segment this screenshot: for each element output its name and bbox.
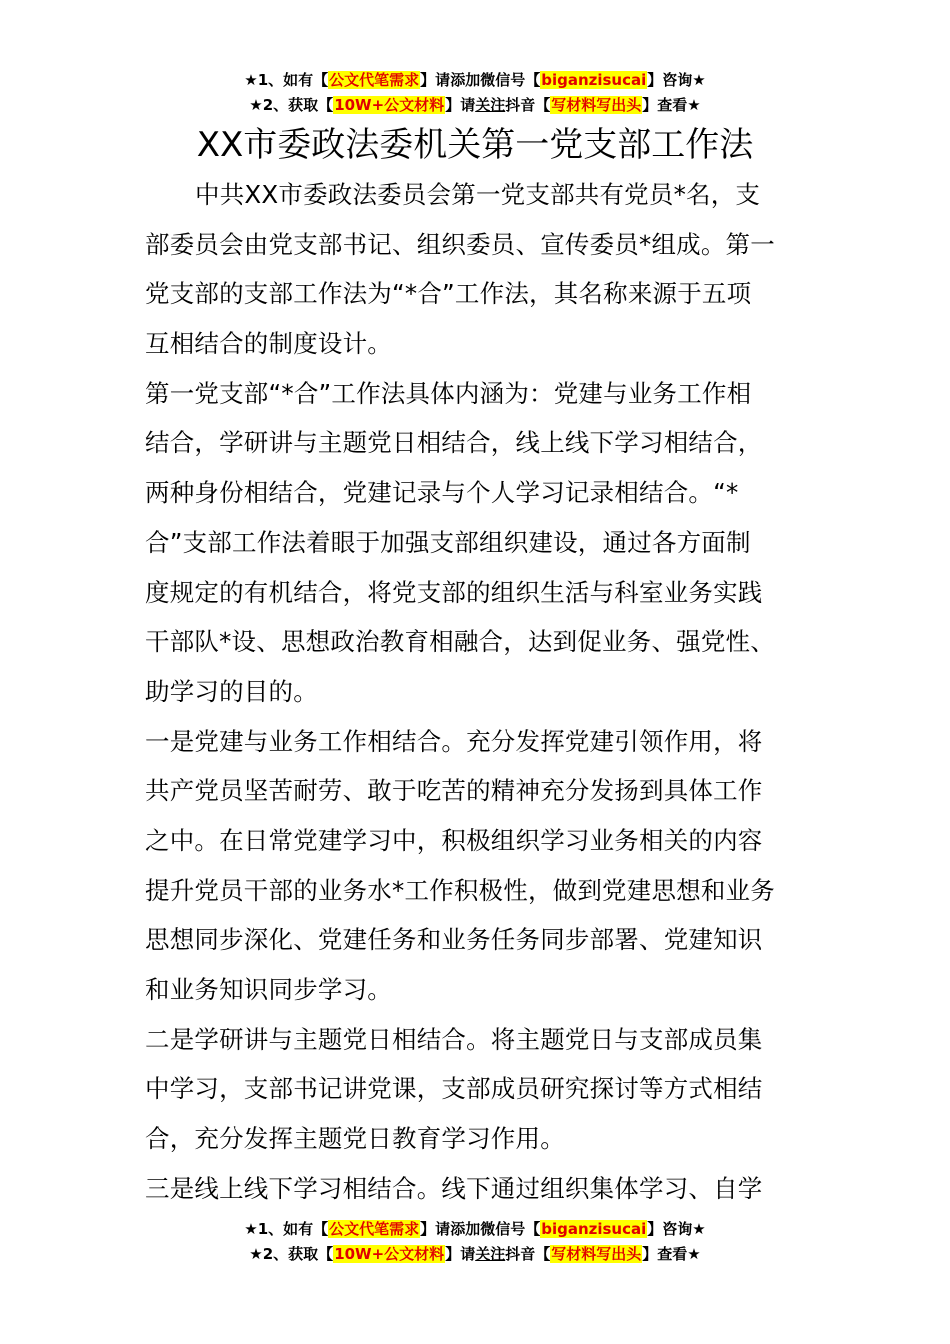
banner-line-2-mid1: 】请	[445, 1245, 476, 1263]
banner-highlight-wechat-id: biganzisucai	[541, 71, 647, 89]
paragraph-line: 结合，学研讲与主题党日相结合，线上线下学习相结合，	[145, 428, 763, 458]
banner-line-2	[0, 1242, 950, 1267]
banner-line-2-mid2: 抖音【	[505, 1245, 551, 1263]
banner-line-2-prefix: ★2、获取【	[249, 1245, 334, 1263]
paragraph-line: 和业务知识同步学习。	[145, 975, 392, 1004]
paragraph-line: 共产党员坚苦耐劳、敢于吃苦的精神充分发扬到具体工作	[145, 776, 763, 806]
paragraph-line: 一是党建与业务工作相结合。充分发挥党建引领作用，将	[145, 726, 763, 756]
banner-highlight-ghostwriting: 公文代笔需求	[329, 1220, 420, 1238]
banner-line-1-mid2: 微信号【	[480, 1220, 541, 1238]
banner-line-1-suffix: 】咨询★	[647, 1220, 706, 1238]
banner-line-1-mid2: 微信号【	[480, 71, 541, 89]
document-body	[145, 170, 810, 1213]
banner-highlight-materials: 10W+公文材料	[334, 1245, 445, 1263]
banner-highlight-ghostwriting: 公文代笔需求	[329, 71, 420, 89]
paragraph-line: 提升党员干部的业务水*工作积极性，做到党建思想和业务	[145, 875, 775, 905]
banner-line-2-mid2: 抖音【	[505, 96, 551, 114]
paragraph-line: 合，充分发挥主题党日教育学习作用。	[145, 1124, 565, 1154]
paragraph-line: 度规定的有机结合，将党支部的组织生活与科室业务实践	[145, 577, 763, 607]
paragraph-line: 二是学研讲与主题党日相结合。将主题党日与支部成员集	[145, 1024, 763, 1054]
paragraph-line: 思想同步深化、党建任务和业务任务同步部署、党建知识	[145, 925, 763, 955]
paragraph-line: 第一党支部“*合”工作法具体内涵为：党建与业务工作相	[145, 378, 752, 408]
banner-highlight-wechat-id: biganzisucai	[541, 1220, 647, 1238]
banner-line-2	[0, 93, 950, 118]
banner-line-2-underline-word: 关注	[475, 1245, 506, 1263]
paragraph-line: 干部队*设、思想政治教育相融合，达到促业务、强党性、	[145, 627, 775, 657]
banner-line-1-mid1: 】请	[420, 71, 451, 89]
paragraph-line: 三是线上线下学习相结合。线下通过组织集体学习、自学	[145, 1173, 763, 1203]
paragraph-line: 党支部的支部工作法为“*合”工作法，其名称来源于五项	[145, 279, 752, 309]
document-title: XX市委政法委机关第一党支部工作法	[196, 125, 754, 165]
banner-highlight-douyin-account: 写材料写出头	[551, 1245, 642, 1263]
banner-line-1-prefix: ★1、如有【	[244, 71, 329, 89]
paragraph-line: 中共XX市委政法委员会第一党支部共有党员*名，支	[195, 180, 761, 209]
banner-highlight-douyin-account: 写材料写出头	[551, 96, 642, 114]
paragraph-line: 两种身份相结合，党建记录与个人学习记录相结合。“*	[145, 478, 739, 508]
paragraph-line: 互相结合的制度设计。	[145, 329, 392, 359]
banner-line-1	[0, 68, 950, 93]
banner-highlight-materials: 10W+公文材料	[334, 96, 445, 114]
banner-line-2-suffix: 】查看★	[642, 96, 701, 114]
top-banner	[0, 68, 950, 118]
paragraph-line: 合”支部工作法着眼于加强支部组织建设，通过各方面制	[145, 527, 751, 557]
banner-line-2-underline-word: 关注	[475, 96, 506, 114]
banner-line-2-mid1: 】请	[445, 96, 476, 114]
paragraph-line: 助学习的目的。	[145, 676, 318, 706]
paragraph-line: 之中。在日常党建学习中，积极组织学习业务相关的内容	[145, 825, 763, 855]
paragraph-line: 中学习，支部书记讲党课，支部成员研究探讨等方式相结	[145, 1074, 763, 1104]
banner-line-2-prefix: ★2、获取【	[249, 96, 334, 114]
banner-line-1-suffix: 】咨询★	[647, 71, 706, 89]
banner-line-1-mid1: 】请	[420, 1220, 451, 1238]
banner-line-1-bold-word: 添加	[450, 1220, 481, 1238]
banner-line-1-bold-word: 添加	[450, 71, 481, 89]
banner-line-1-prefix: ★1、如有【	[244, 1220, 329, 1238]
paragraph-line: 部委员会由党支部书记、组织委员、宣传委员*组成。第一	[145, 229, 775, 259]
banner-line-2-suffix: 】查看★	[642, 1245, 701, 1263]
bottom-banner	[0, 1217, 950, 1267]
banner-line-1	[0, 1217, 950, 1242]
